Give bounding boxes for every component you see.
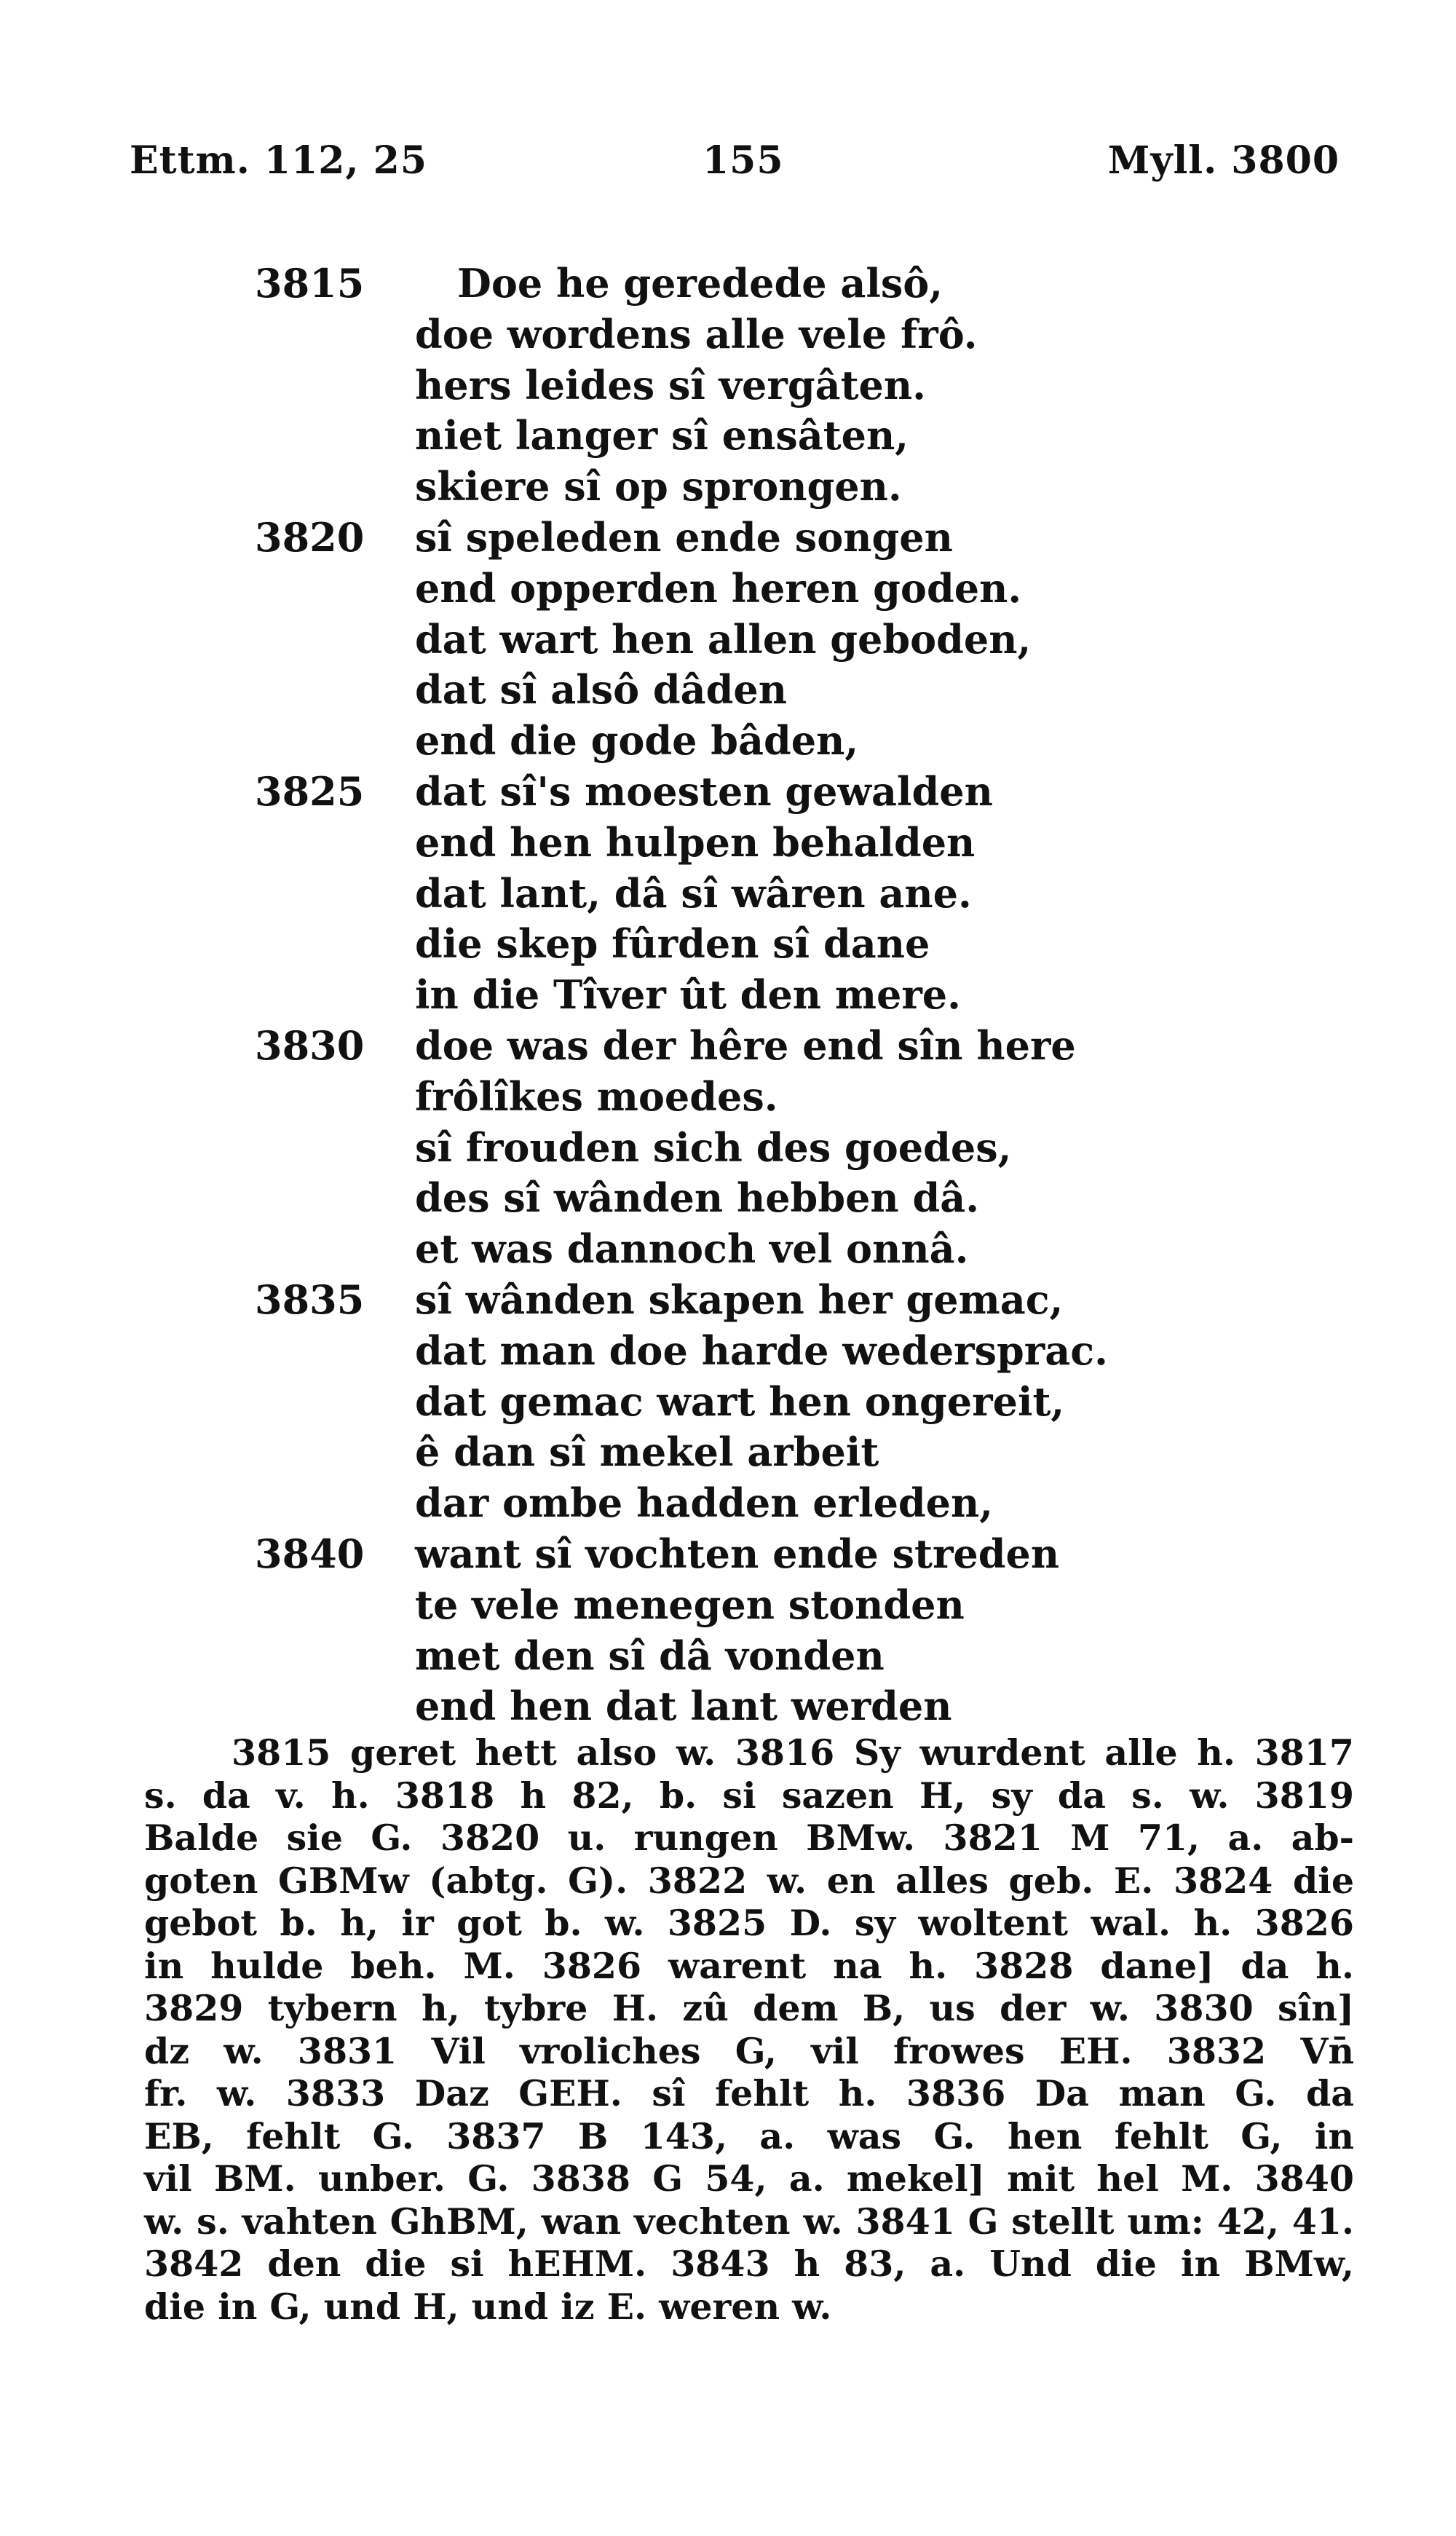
verse-line-text: end hen hulpen behalden: [415, 818, 976, 866]
verse-line-text: et was dannoch vel onnâ.: [415, 1225, 969, 1273]
verse-line: [255, 1377, 1347, 1428]
verse-line-text: die skep fûrden sî dane: [415, 920, 930, 968]
verse-line: [255, 665, 1347, 716]
verse-line: [255, 1021, 1347, 1072]
critical-apparatus: [144, 1731, 1354, 2328]
verse-line-text: in die Tîver ût den mere.: [415, 971, 961, 1019]
apparatus-line: w. s. vahten GhBM, wan vechten w. 3841 G stellt um: 42, 41.: [144, 2200, 1354, 2243]
verse-line: [255, 1224, 1347, 1275]
verse-line: [255, 1478, 1347, 1529]
verse-line: [255, 462, 1347, 513]
verse-line: [255, 309, 1347, 360]
verse-line-text: end opperden heren goden.: [415, 564, 1022, 612]
apparatus-line: EB, fehlt G. 3837 B 143, a. was G. hen fehlt G, in: [144, 2114, 1354, 2157]
verse-line-text: sî frouden sich des goedes,: [415, 1123, 1012, 1171]
verse-line-text: end hen dat lant werden: [415, 1683, 952, 1730]
verse-line-text: sî speleden ende songen: [415, 513, 953, 561]
verse-line-text: skiere sî op sprongen.: [415, 463, 902, 510]
apparatus-line: fr. w. 3833 Daz GEH. sî fehlt h. 3836 Da man G. da: [144, 2072, 1354, 2114]
verse-line-number: 3820: [255, 513, 365, 561]
verse-line: [255, 1580, 1347, 1631]
page-number: 155: [703, 138, 784, 183]
verse-line: [255, 513, 1347, 564]
apparatus-line: goten GBMw (abtg. G). 3822 w. en alles geb. E. 3824 die: [144, 1859, 1354, 1902]
verse-line-text: end die gode bâden,: [415, 717, 859, 765]
verse-line-number: 3815: [255, 260, 365, 307]
apparatus-line: in hulde beh. M. 3826 warent na h. 3828 dane] da h.: [144, 1944, 1354, 1987]
verse-line-text: niet langer sî ensâten,: [415, 412, 909, 459]
verse-line: [255, 970, 1347, 1021]
apparatus-line: 3842 den die si hEHM. 3843 h 83, a. Und die in BMw,: [144, 2243, 1354, 2285]
verse-line-text: want sî vochten ende streden: [415, 1530, 1060, 1577]
verse-line-text: met den sî dâ vonden: [415, 1632, 885, 1679]
apparatus-line: dz w. 3831 Vil vroliches G, vil frowes EH. 3832 Vn̄: [144, 2029, 1354, 2072]
verse-line-text: doe was der hêre end sîn here: [415, 1022, 1076, 1069]
header-right-reference: Myll. 3800: [1107, 138, 1340, 183]
verse-line-text: dar ombe hadden erleden,: [415, 1480, 994, 1527]
verse-line: [255, 1072, 1347, 1123]
verse-line-number: 3840: [255, 1530, 365, 1577]
verse-line: [255, 1326, 1347, 1377]
header-left-reference: Ettm. 112, 25: [130, 138, 428, 183]
verse-line-text: dat sî alsô dâden: [415, 666, 788, 714]
apparatus-line: 3829 tybern h, tybre H. zû dem B, us der w. 3830 sîn]: [144, 1987, 1354, 2029]
verse-line-text: sî wânden skapen her gemac,: [415, 1276, 1064, 1323]
verse-line-text: ê dan sî mekel arbeit: [415, 1429, 879, 1476]
verse-line-text: dat gemac wart hen ongereit,: [415, 1378, 1065, 1425]
verse-text-block: [255, 258, 1347, 1732]
verse-line-number: 3825: [255, 767, 365, 815]
verse-line: [255, 258, 1347, 309]
verse-line: [255, 1631, 1347, 1682]
verse-line: [255, 411, 1347, 462]
verse-line: [255, 615, 1347, 665]
apparatus-line: gebot b. h, ir got b. w. 3825 D. sy woltent wal. h. 3826: [144, 1902, 1354, 1944]
verse-line-text: hers leides sî vergâten.: [415, 361, 926, 408]
verse-line-text: te vele menegen stonden: [415, 1581, 965, 1628]
verse-line: [255, 564, 1347, 615]
verse-line: [255, 1427, 1347, 1478]
verse-line: [255, 869, 1347, 920]
verse-line: [255, 1275, 1347, 1326]
apparatus-line: Balde sie G. 3820 u. rungen BMw. 3821 M 71, a. ab-: [144, 1817, 1354, 1859]
apparatus-line: vil BM. unber. G. 3838 G 54, a. mekel] mit hel M. 3840: [144, 2157, 1354, 2200]
verse-line: [255, 716, 1347, 767]
verse-line-number: 3835: [255, 1276, 365, 1323]
verse-line-text: dat lant, dâ sî wâren ane.: [415, 869, 972, 917]
verse-line: [255, 818, 1347, 869]
verse-line: [255, 767, 1347, 818]
verse-line-text: des sî wânden hebben dâ.: [415, 1174, 980, 1222]
verse-line-text: dat sî's moesten gewalden: [415, 767, 993, 815]
verse-line: [255, 1173, 1347, 1224]
apparatus-line: die in G, und H, und iz E. weren w.: [144, 2285, 832, 2328]
verse-line-text: dat man doe harde wedersprac.: [415, 1327, 1108, 1374]
verse-line: [255, 919, 1347, 970]
apparatus-line: 3815 geret hett also w. 3816 Sy wurdent alle h. 3817: [232, 1731, 1354, 1774]
verse-line-number: 3830: [255, 1022, 365, 1069]
verse-line: [255, 360, 1347, 411]
verse-line-text: Doe he geredede alsô,: [457, 260, 943, 307]
verse-line-text: frôlîkes moedes.: [415, 1073, 778, 1120]
verse-line: [255, 1681, 1347, 1732]
verse-line-text: dat wart hen allen geboden,: [415, 615, 1032, 663]
verse-line: [255, 1529, 1347, 1580]
verse-line-text: doe wordens alle vele frô.: [415, 310, 978, 358]
apparatus-line: s. da v. h. 3818 h 82, b. si sazen H, sy da s. w. 3819: [144, 1774, 1354, 1817]
verse-line: [255, 1123, 1347, 1174]
